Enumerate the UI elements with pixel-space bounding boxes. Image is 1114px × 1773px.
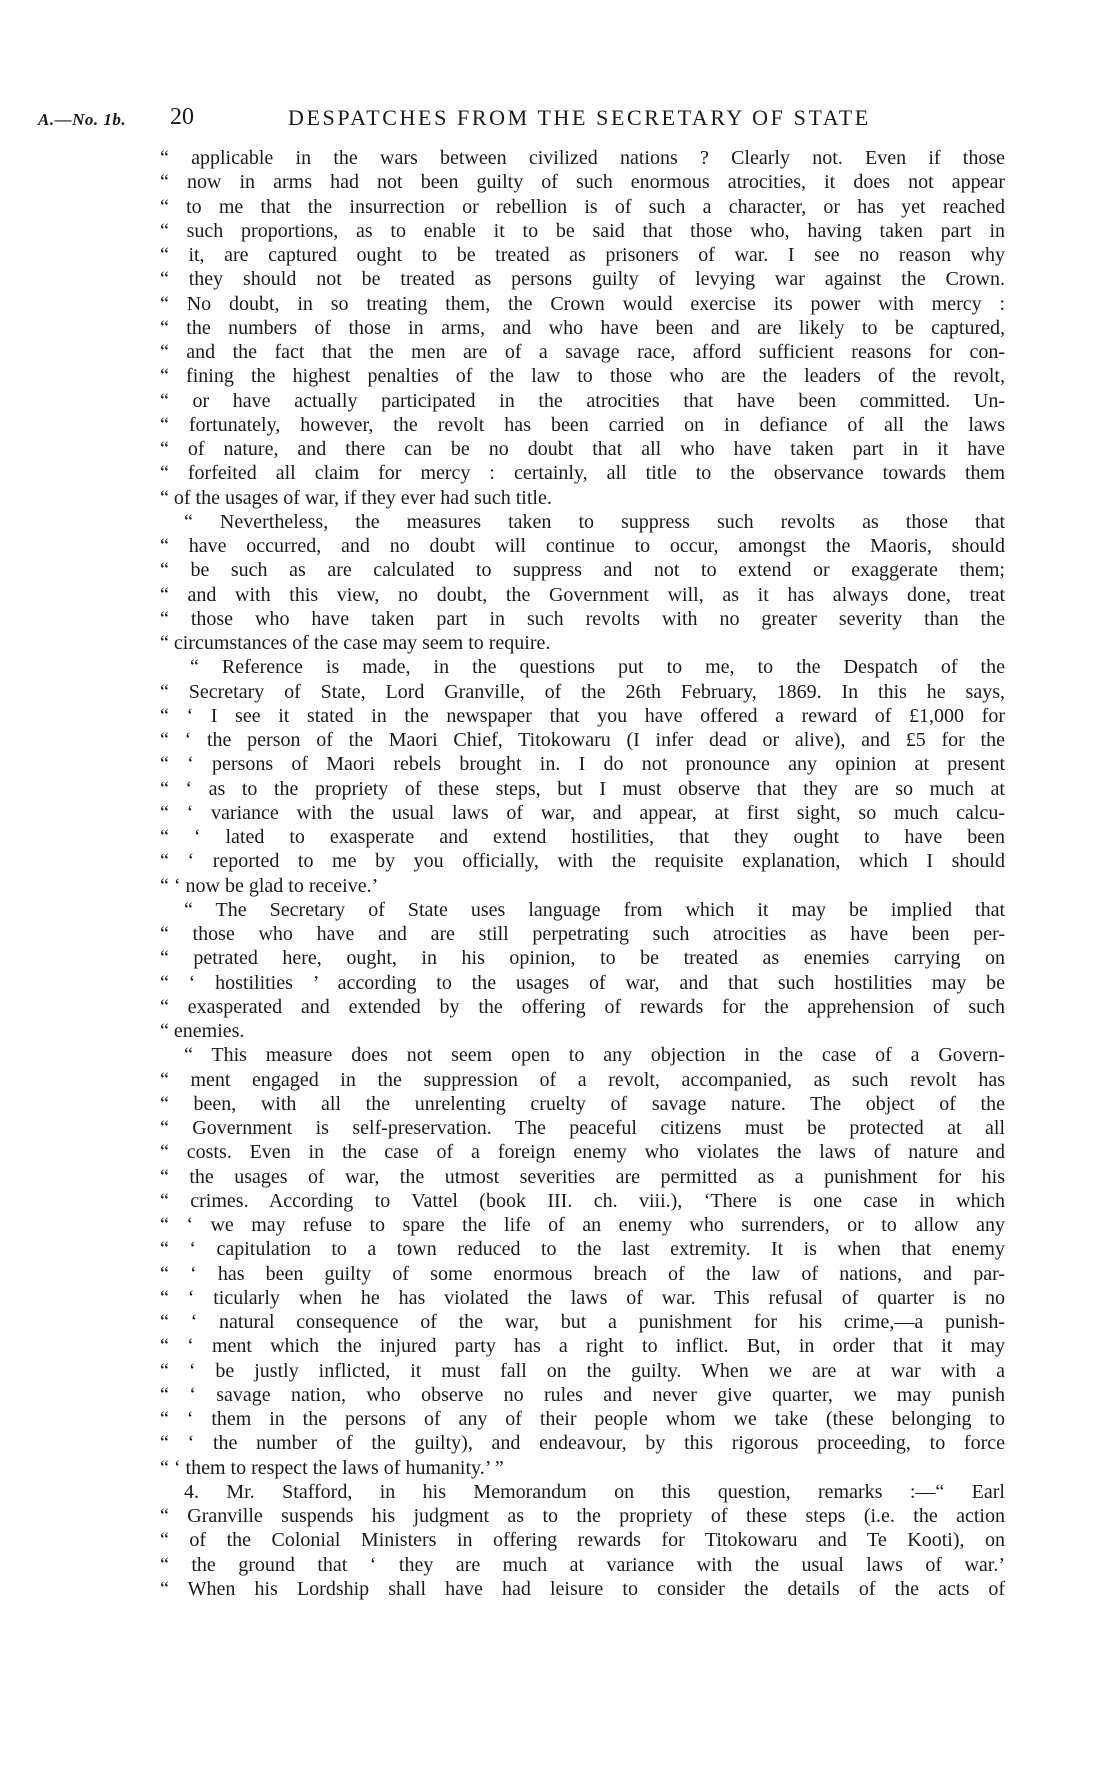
text-line: “ they should not be treated as persons guilty of levying war against the Crown. — [160, 268, 1005, 291]
text-line: “ and the fact that the men are of a savage race, afford sufficient reasons for con- — [160, 341, 1005, 363]
text-line: “ of the Colonial Ministers in offering rewards for Titokowaru and Te Kooti), on — [160, 1529, 1005, 1552]
text-line: “ circumstances of the case may seem to require. — [160, 632, 551, 654]
text-line: “ ‘ be justly inflicted, it must fall on the guilty. When we are at war with a — [160, 1359, 1005, 1382]
text-line: “ enemies. — [160, 1020, 245, 1042]
text-line: “ the ground that ‘ they are much at variance with the usual laws of war.’ — [160, 1553, 1005, 1576]
text-line: “ ‘ I see it stated in the newspaper that you have offered a reward of £1,000 for — [160, 704, 1005, 727]
text-line: “ ‘ natural consequence of the war, but a punishment for his crime,—a punish- — [160, 1311, 1005, 1333]
text-line: “ been, with all the unrelenting cruelty of savage nature. The object of the — [160, 1092, 1005, 1115]
text-line: “ ‘ the person of the Maori Chief, Titokowaru (I infer dead or alive), and £5 for the — [160, 729, 1005, 751]
text-line: “ fortunately, however, the revolt has been carried on in defiance of all the laws — [160, 413, 1005, 436]
text-line: “ ‘ persons of Maori rebels brought in. I do not pronounce any opinion at present — [160, 753, 1005, 776]
text-line: “ This measure does not seem open to any objection in the case of a Govern- — [184, 1044, 1005, 1067]
text-line: “ Reference is made, in the questions put to me, to the Despatch of the — [190, 656, 1005, 679]
page-header — [0, 104, 1114, 134]
text-line: “ ment engaged in the suppression of a revolt, accompanied, as such revolt has — [160, 1068, 1005, 1091]
text-line: “ ‘ reported to me by you officially, with the requisite explanation, which I should — [160, 850, 1005, 873]
text-line: “ No doubt, in so treating them, the Crown would exercise its power with mercy : — [160, 292, 1005, 315]
text-line: “ When his Lordship shall have had leisure to consider the details of the acts of — [160, 1577, 1005, 1600]
text-line: “ applicable in the wars between civilized nations ? Clearly not. Even if those — [160, 147, 1005, 169]
text-line: “ those who have taken part in such revolts with no greater severity than the — [160, 607, 1005, 630]
text-line: “ ‘ them in the persons of any of their people whom we take (these belonging to — [160, 1408, 1005, 1430]
text-line: “ ‘ lated to exasperate and extend hostilities, that they ought to have been — [160, 826, 1005, 848]
text-line: “ crimes. According to Vattel (book III. ch. viii.), ‘There is one case in which — [160, 1189, 1005, 1212]
text-line: “ ‘ variance with the usual laws of war, and appear, at first sight, so much calcu- — [160, 801, 1005, 824]
text-line: “ be such as are calculated to suppress and not to extend or exaggerate them; — [160, 559, 1005, 582]
text-line: “ Government is self-preservation. The peaceful citizens must be protected at all — [160, 1117, 1005, 1139]
text-line: “ ‘ hostilities ’ according to the usages of war, and that such hostilities may be — [160, 971, 1005, 994]
document-reference: A.—No. 1b. — [38, 110, 127, 129]
text-line: “ fining the highest penalties of the law to those who are the leaders of the revolt, — [160, 365, 1005, 388]
text-line: “ The Secretary of State uses language from which it may be implied that — [184, 898, 1005, 921]
text-line: “ the numbers of those in arms, and who have been and are likely to be captured, — [160, 316, 1005, 339]
text-line: 4. Mr. Stafford, in his Memorandum on this question, remarks :—“ Earl — [184, 1480, 1005, 1503]
text-line: “ now in arms had not been guilty of such enormous atrocities, it does not appear — [160, 171, 1005, 194]
text-line: “ it, are captured ought to be treated as prisoners of war. I see no reason why — [160, 244, 1005, 266]
text-line: “ ‘ the number of the guilty), and endeavour, by this rigorous proceeding, to force — [160, 1432, 1005, 1455]
text-line: “ to me that the insurrection or rebellion is of such a character, or has yet reached — [160, 195, 1005, 218]
text-line: “ ‘ capitulation to a town reduced to the last extremity. It is when that enemy — [160, 1238, 1005, 1261]
text-line: “ and with this view, no doubt, the Government will, as it has always done, treat — [160, 583, 1005, 606]
text-line: “ exasperated and extended by the offering of rewards for the apprehension of such — [160, 995, 1005, 1018]
text-line: “ Granville suspends his judgment as to the propriety of these steps (i.e. the action — [160, 1505, 1005, 1527]
text-line: “ ‘ now be glad to receive.’ — [160, 874, 379, 897]
text-line: “ Secretary of State, Lord Granville, of the 26th February, 1869. In this he says, — [160, 680, 1005, 703]
text-line: “ ‘ has been guilty of some enormous breach of the law of nations, and par- — [160, 1262, 1005, 1285]
text-line: “ the usages of war, the utmost severities are permitted as a punishment for his — [160, 1165, 1005, 1188]
running-title: DESPATCHES FROM THE SECRETARY OF STATE — [288, 105, 871, 130]
text-line: “ ‘ as to the propriety of these steps, but I must observe that they are so much at — [160, 777, 1005, 800]
text-line: “ petrated here, ought, in his opinion, to be treated as enemies carrying on — [160, 947, 1005, 970]
text-line: “ forfeited all claim for mercy : certainly, all title to the observance towards them — [160, 462, 1005, 485]
body-text — [160, 146, 1005, 1601]
text-line: “ of nature, and there can be no doubt that all who have taken part in it have — [160, 438, 1005, 460]
text-line: “ ‘ savage nation, who observe no rules and never give quarter, we may punish — [160, 1383, 1005, 1406]
text-line: “ or have actually participated in the atrocities that have been committed. Un- — [160, 389, 1005, 412]
text-line: “ ‘ them to respect the laws of humanity.’ ” — [160, 1456, 504, 1479]
text-line: “ costs. Even in the case of a foreign enemy who violates the laws of nature and — [160, 1141, 1005, 1164]
text-line: “ ‘ we may refuse to spare the life of an enemy who surrenders, or to allow any — [160, 1214, 1005, 1236]
text-line: “ Nevertheless, the measures taken to suppress such revolts as those that — [184, 510, 1005, 533]
page-number: 20 — [170, 104, 194, 130]
text-line: “ have occurred, and no doubt will continue to occur, amongst the Maoris, should — [160, 535, 1005, 557]
text-line: “ those who have and are still perpetrating such atrocities as have been per- — [160, 923, 1005, 945]
text-line: “ ‘ ticularly when he has violated the laws of war. This refusal of quarter is no — [160, 1286, 1005, 1309]
text-line: “ of the usages of war, if they ever had such title. — [160, 486, 552, 509]
text-line: “ such proportions, as to enable it to be said that those who, having taken part in — [160, 219, 1005, 242]
text-line: “ ‘ ment which the injured party has a right to inflict. But, in order that it may — [160, 1335, 1005, 1358]
